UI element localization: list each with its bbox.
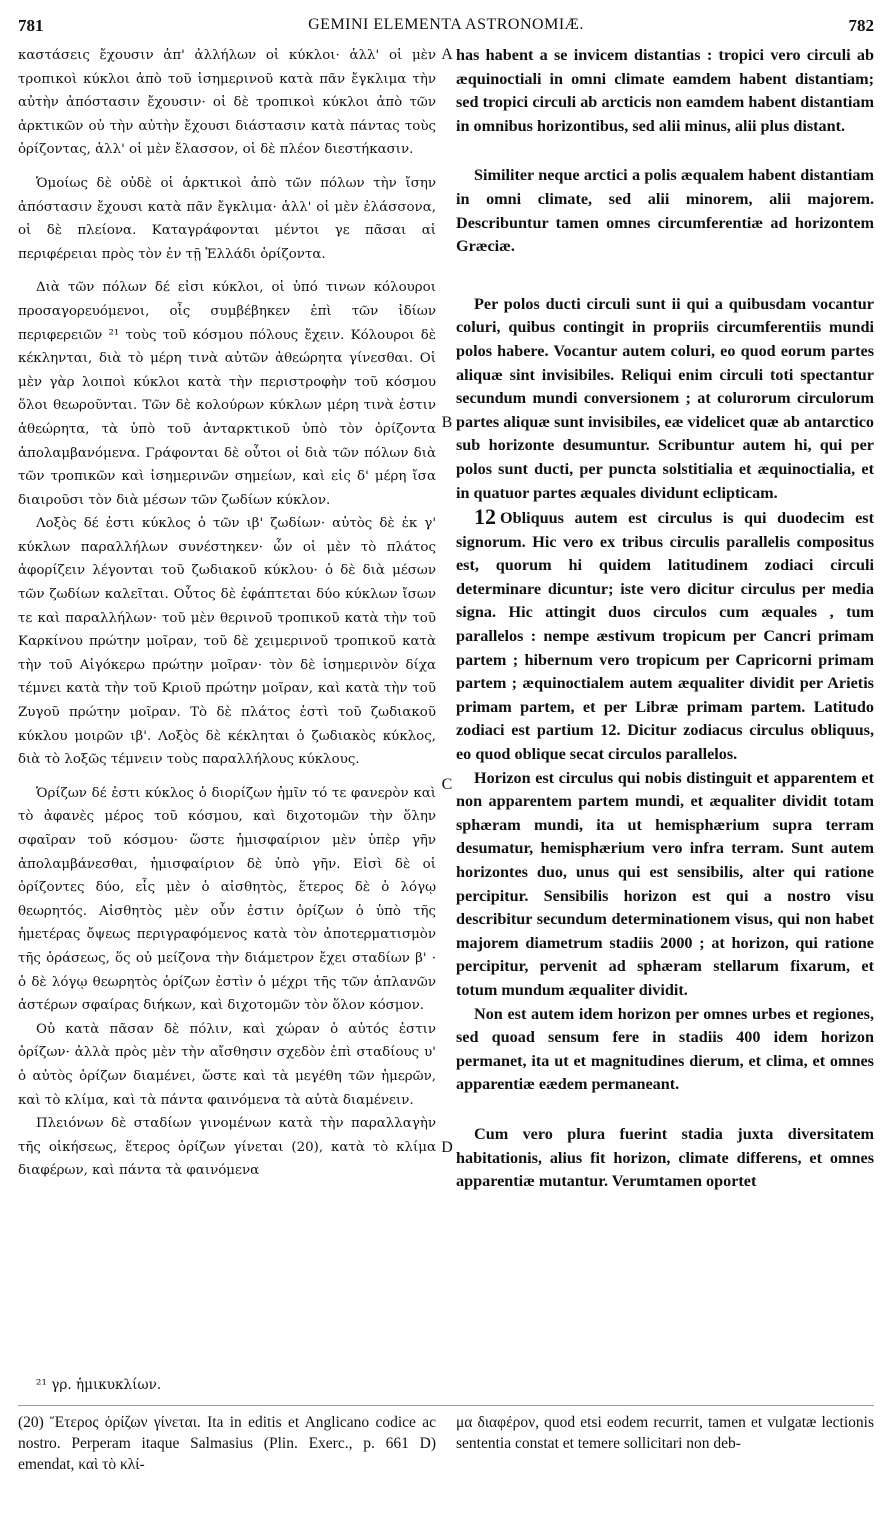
latin-paragraph: has habent a se invicem distantias : tropici vero circuli ab æquinoctiali in omni climate eamdem habent distantiam; sed tropici circuli ab arcticis non eamdem habent distantiam in omnibus horizontibus, sed alii minus, alii plus distant. (456, 46, 874, 135)
running-title: GEMINI ELEMENTA ASTRONOMIÆ. (308, 16, 584, 33)
greek-paragraph: καστάσεις ἔχουσιν ἀπ' ἀλλήλων οἱ κύκλοι· ἀλλ' οἱ μὲν τροπικοὶ κύκλοι ἀπὸ τοῦ ἰσημερινοῦ κατὰ πᾶν ἔγκλιμα τὴν αὐτὴν ἀπόστασιν ἔχουσιν· οἱ δὲ τροπικοὶ κύκλοι ἀπὸ τῶν ἀρκτικῶν οὐ τὴν αὐτὴν ἔχουσι διάστασιν κατὰ πάντας τοὺς ὁρίζοντας, ἀλλ' οἱ μὲν ἔλασσον, οἱ δὲ πλέον διεστήκασιν. (18, 48, 436, 158)
footnote-left (18, 1412, 436, 1475)
running-header (18, 16, 874, 40)
latin-paragraph-section-12 (456, 505, 874, 767)
greek-paragraph: Λοξὸς δέ ἐστι κύκλος ὁ τῶν ιβ' ζωδίων· αὐτὸς δὲ ἐκ γ' κύκλων παραλλήλων συνέστηκεν· ὧν οἱ μὲν τὸ πλάτος ἀφορίζειν λέγονται τοῦ ζωδιακοῦ κύκλου· ὁ δὲ διὰ μέσων τῶν ζωδίων καλεῖται. Οὗτος δὲ ἐφάπτεται δύο κύκλων ἴσων τε καὶ παραλλήλων· τοῦ μὲν θερινοῦ τροπικοῦ κατὰ τὴν τοῦ Καρκίνου πρώτην μοῖραν, τοῦ δὲ χειμερινοῦ τροπικοῦ κατὰ τὴν τοῦ Αἰγόκερω πρώτην μοῖραν· τὸν δὲ ἰσημερινὸν δίχα τέμνει κατὰ τὴν τοῦ Κριοῦ πρώτην μοῖραν, καὶ κατὰ τὴν τοῦ Ζυγοῦ πρώτην μοῖραν. Τὸ δὲ πλάτος ἐστὶ τοῦ ζωδιακοῦ κύκλου μοιρῶν ιβ'. Λοξὸς δὲ κέκληται ὁ ζωδιακὸς κύκλος, διὰ τὸ λοξῶς τέμνειν τοὺς παραλλήλους κύκλους. (18, 516, 436, 768)
margin-letter-d: D (441, 1139, 453, 1156)
greek-column (18, 44, 436, 1183)
greek-paragraph: Ὁρίζων δέ ἐστι κύκλος ὁ διορίζων ἡμῖν τό τε φανερὸν καὶ τὸ ἀφανὲς μέρος τοῦ κόσμου, καὶ διχοτομῶν τὴν ὅλην σφαῖραν τοῦ κόσμου· ὥστε ἡμισφαίριον μὲν ὑπὲρ γῆν ἀπολαμβάνεσθαι, ἡμισφαίριον δὲ ὑπὸ γῆν. Εἰσὶ δὲ οἱ ὁρίζοντες δύο, εἷς μὲν ὁ αἰσθητὸς, ἕτερος δὲ ὁ λόγῳ θεωρητός. Αἰσθητὸς μὲν οὖν ἐστιν ὁρίζων ὁ ὑπὸ τῆς ἡμετέρας ὄψεως περιγραφόμενος κατὰ τὸν ἀποτερματισμὸν τῆς ὁράσεως, ὅς οὐ μείζονα τὴν διάμετρον ἔχει σταδίων β' · ὁ δὲ λόγῳ θεωρητὸς ὁρίζων ἐστὶν ὁ μέχρι τῆς τῶν ἀπλανῶν ἀστέρων σφαίρας διήκων, καὶ διχοτομῶν τὸν ὅλον κόσμον. (18, 785, 436, 1014)
footnote-rule (18, 1405, 874, 1406)
latin-paragraph: Non est autem idem horizon per omnes urbes et regiones, sed quoad sensum fere in stadiis 400 idem horizon permanet, ita ut et magnitudines dierum, et clima, et omnes apparentiæ eædem permaneant. (456, 1004, 874, 1094)
latin-section-text: Obliquus autem est circulus is qui duodecim est signorum. Hic vero ex tribus circulis parallelis compositus est, quorum hi quidem latitudinem zodiaci circuli determinare dicuntur; iste vero dicitur circulus per media signa. Hic attingit duos circulos cum æquales , tum parallelos : nempe æstivum tropicum per Cancri primam partem ; hibernum vero tropicum per Capricorni primam partem ; æquinoctialem autem æqualiter dividit per Arietis primam partem, et per Libræ primam partem. Latitudo zodiaci est partium 12. Dicitur zodiacus circulus obliquus, eo quod oblique secat circulos parallelos. (456, 509, 874, 764)
latin-paragraph: Similiter neque arctici a polis æqualem habent distantiam in omni climate, sed alii minorem, alii majorem. Describuntur tamen omnes circumferentiæ ad horizontem Græciæ. (456, 166, 874, 256)
latin-paragraph: Cum vero plura fuerint stadia juxta diversitatem habitationis, alius fit horizon, climate differens, et omnes apparentiæ mutantur. Verumtamen oportet (456, 1124, 874, 1191)
latin-paragraph: Per polos ducti circuli sunt ii qui a quibusdam vocantur coluri, quibus contingit in propriis circumferentiis mundi polos habere. Vocantur autem coluri, eo quod eorum partes aliquæ sint invisibiles. Reliqui enim circuli toti spectantur secundum mundi conversionem ; at colurorum circulorum partes aliquæ sunt invisibiles, eæ videlicet quæ ab antarctico sub horizonte desumuntur. Scribuntur autem hi, qui per polos sunt ducti, per puncta solstitialia et æquinoctialia, et in quatuor partes æquales dividunt eclipticam. (456, 294, 874, 502)
variant-reading-note: ²¹ γρ. ἡμικυκλίων. (36, 1377, 162, 1393)
greek-paragraph: Ὁμοίως δὲ οὐδὲ οἱ ἀρκτικοὶ ἀπὸ τῶν πόλων τὴν ἴσην ἀπόστασιν ἔχουσι κατὰ πᾶν ἔγκλιμα· ἀλλ' οἱ μὲν ἐλάσσονα, οἱ δὲ πλείονα. Καταγράφονται μέντοι γε πᾶσαι αἱ περιφέρειαι πρὸς τὸν ἐν τῇ Ἑλλάδι ὁρίζοντα. (18, 175, 436, 262)
footnote-right (456, 1412, 874, 1454)
footnote-text-left: (20) Ἕτερος ὁρίζων γίνεται. Ita in editis et Anglicano codice ac nostro. Perperam itaque Salmasius (Plin. Exerc., p. 661 D) emendat, καὶ τὸ κλί- (18, 1414, 436, 1473)
latin-paragraph: Horizon est circulus qui nobis distinguit et apparentem et non apparentem partem mundi, et æqualiter dividit totam sphæram mundi, ita ut hemisphærium supra terram desumatur, hemisphærium vero infra terram. Sunt autem horizontes duo, unus qui est sensibilis, alter qui ratione percipitur. Sensibilis horizon est qui a nostro visu describitur secundum determinationem visus, qui non habet majorem diametrum stadiis 2000 ; at horizon, qui ratione percipitur, pervenit ad sphæram stellarum fixarum, et totum mundum æqualiter dividit. (456, 768, 874, 999)
margin-letter-b: B (441, 414, 453, 431)
footnote-text-right: μα διαφέρον, quod etsi eodem recurrit, tamen et vulgatæ lectionis sententia constat et temere sollicitari non deb- (456, 1414, 874, 1452)
section-number: 12 (474, 504, 496, 530)
greek-paragraph: Οὐ κατὰ πᾶσαν δὲ πόλιν, καὶ χώραν ὁ αὐτός ἐστιν ὁρίζων· ἀλλὰ πρὸς μὲν τὴν αἴσθησιν σχεδὸν ἐπὶ σταδίους υ' ὁ αὐτὸς ὁρίζων διαμένει, ὥστε καὶ τὰ μεγέθη τῶν ἡμερῶν, καὶ τὸ κλίμα, καὶ τὰ πάντα φαινόμενα τὰ αὐτὰ διαμένειν. (18, 1021, 436, 1108)
margin-letter-c: C (441, 776, 453, 793)
page-number-right: 782 (848, 16, 874, 35)
latin-column (456, 44, 874, 1194)
page-number-left: 781 (18, 16, 44, 35)
greek-paragraph: Πλειόνων δὲ σταδίων γινομένων κατὰ τὴν παραλλαγὴν τῆς οἰκήσεως, ἕτερος ὁρίζων γίνεται (20), κατὰ τὸ κλίμα διαφέρων, καὶ πάντα τὰ φαινόμενα (18, 1116, 436, 1179)
margin-letter-a: A (441, 46, 453, 63)
greek-paragraph: Διὰ τῶν πόλων δέ εἰσι κύκλοι, οἱ ὑπό τινων κόλουροι προσαγορευόμενοι, οἷς συμβέβηκεν ἐπὶ τῶν ἰδίων περιφερειῶν ²¹ τοὺς τοῦ κόσμου πόλους ἔχειν. Κόλουροι δὲ κέκληνται, διὰ τὸ μέρη τινὰ αὐτῶν ἀθεώρητα γίνεσθαι. Οἱ μὲν γὰρ λοιποὶ κύκλοι κατὰ τὴν περιστροφὴν τοῦ κόσμου ὅλοι θεωροῦνται. Τῶν δὲ κολούρων κύκλων μέρη τινὰ ἐστιν ἀθεώρητα, τὰ ὑπὸ τοῦ ἀνταρκτικοῦ ὑπὸ τὸν ὁρίζοντα ἀπολαμβανόμενα. Γράφονται δὲ οὗτοι οἱ διὰ τῶν πόλων διὰ τῶν τροπικῶν καὶ ἰσημερινῶν σημείων, καὶ εἰς δ' μέρη ἴσα διαιροῦσι τὸν διὰ μέσων τῶν ζωδίων κύκλον. (18, 280, 436, 508)
